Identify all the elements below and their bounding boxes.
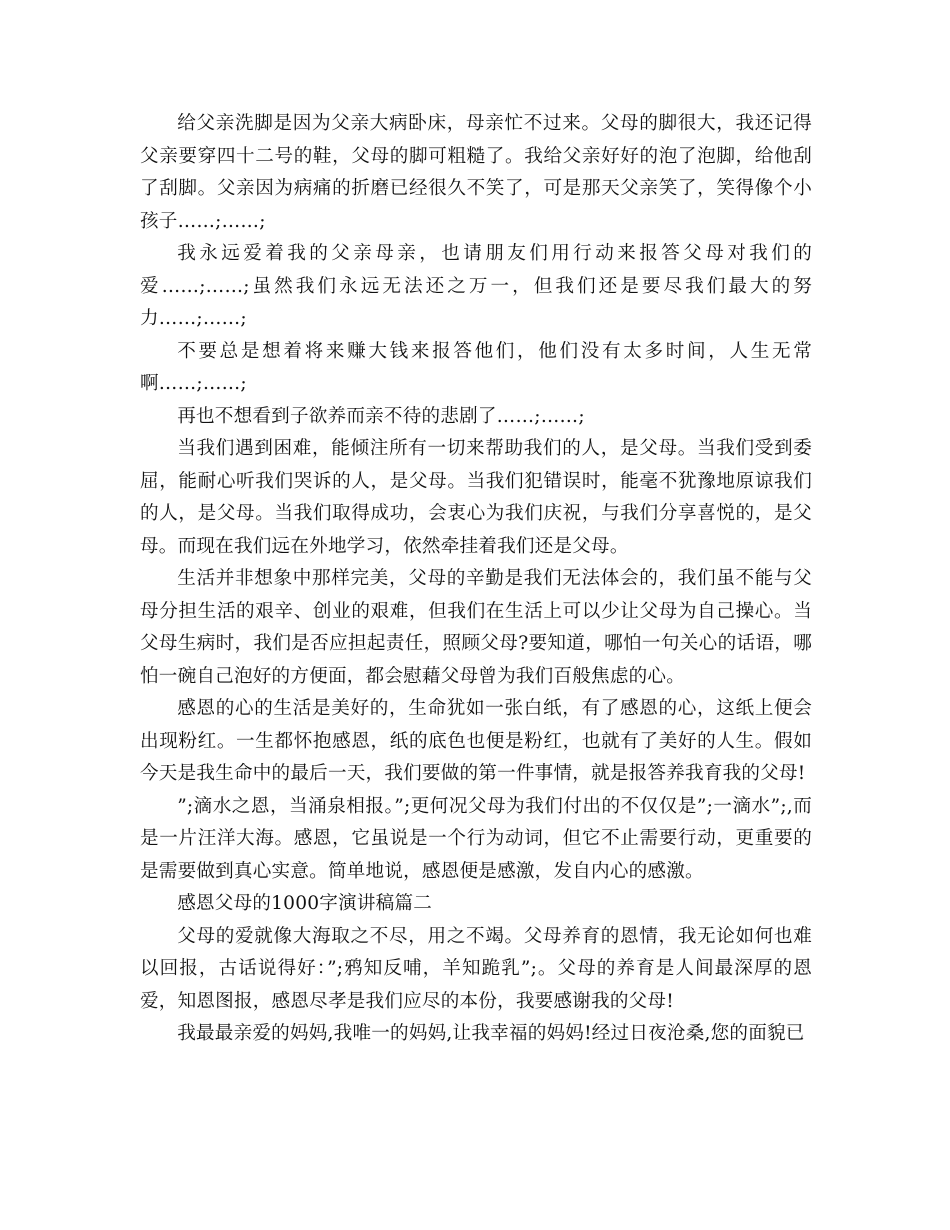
paragraph-6: 生活并非想象中那样完美，父母的辛勤是我们无法体会的，我们虽不能与父母分担生活的艰辛、创业的艰难，但我们在生活上可以少让父母为自己操心。当父母生病时，我们是否应担起责任，照顾父母?要知道，哪怕一句关心的话语，哪怕一碗自己泡好的方便面，都会慰藉父母曾为我们百般焦虑的心。 <box>140 568 812 687</box>
section-heading: 感恩父母的1000字演讲稿篇二 <box>177 893 433 914</box>
paragraph-10: 我最最亲爱的妈妈,我唯一的妈妈,让我幸福的妈妈!经过日夜沧桑,您的面貌已 <box>177 1023 805 1044</box>
paragraph-1: 给父亲洗脚是因为父亲大病卧床，母亲忙不过来。父母的脚很大，我还记得父亲要穿四十二号的鞋，父母的脚可粗糙了。我给父亲好好的泡了泡脚，给他刮了刮脚。父亲因为病痛的折磨已经很久不笑了，可是那天父亲笑了，笑得像个小孩子……;……; <box>140 113 812 232</box>
paragraph-7: 感恩的心的生活是美好的，生命犹如一张白纸，有了感恩的心，这纸上便会出现粉红。一生都怀抱感恩，纸的底色也便是粉红，也就有了美好的人生。假如今天是我生命中的最后一天，我们要做的第一件事情，就是报答养我育我的父母! <box>140 698 812 784</box>
paragraph-9: 父母的爱就像大海取之不尽，用之不竭。父母养育的恩情，我无论如何也难以回报，古话说得好：”;鸦知反哺，羊知跪乳”;。父母的养育是人间最深厚的恩爱，知恩图报，感恩尽孝是我们应尽的本份，我要感谢我的父母! <box>140 925 812 1012</box>
paragraph-4: 再也不想看到子欲养而亲不待的悲剧了……;……; <box>177 405 585 427</box>
paragraph-8: ”;滴水之恩，当涌泉相报。”;更何况父母为我们付出的不仅仅是”;一滴水”;,而是一片汪洋大海。感恩，它虽说是一个行为动词，但它不止需要行动，更重要的是需要做到真心实意。简单地说，感恩便是感激，发自内心的感激。 <box>140 795 812 882</box>
paragraph-3: 不要总是想着将来赚大钱来报答他们，他们没有太多时间，人生无常啊……;……; <box>140 340 812 394</box>
paragraph-2: 我永远爱着我的父亲母亲，也请朋友们用行动来报答父母对我们的爱……;……;虽然我们永远无法还之万一，但我们还是要尽我们最大的努力……;……; <box>140 243 812 329</box>
paragraph-5: 当我们遇到困难，能倾注所有一切来帮助我们的人，是父母。当我们受到委屈，能耐心听我们哭诉的人，是父母。当我们犯错误时，能毫不犹豫地原谅我们的人，是父母。当我们取得成功，会衷心为我们庆祝，与我们分享喜悦的，是父母。而现在我们远在外地学习，依然牵挂着我们还是父母。 <box>140 438 812 557</box>
document-body <box>140 108 812 1051</box>
